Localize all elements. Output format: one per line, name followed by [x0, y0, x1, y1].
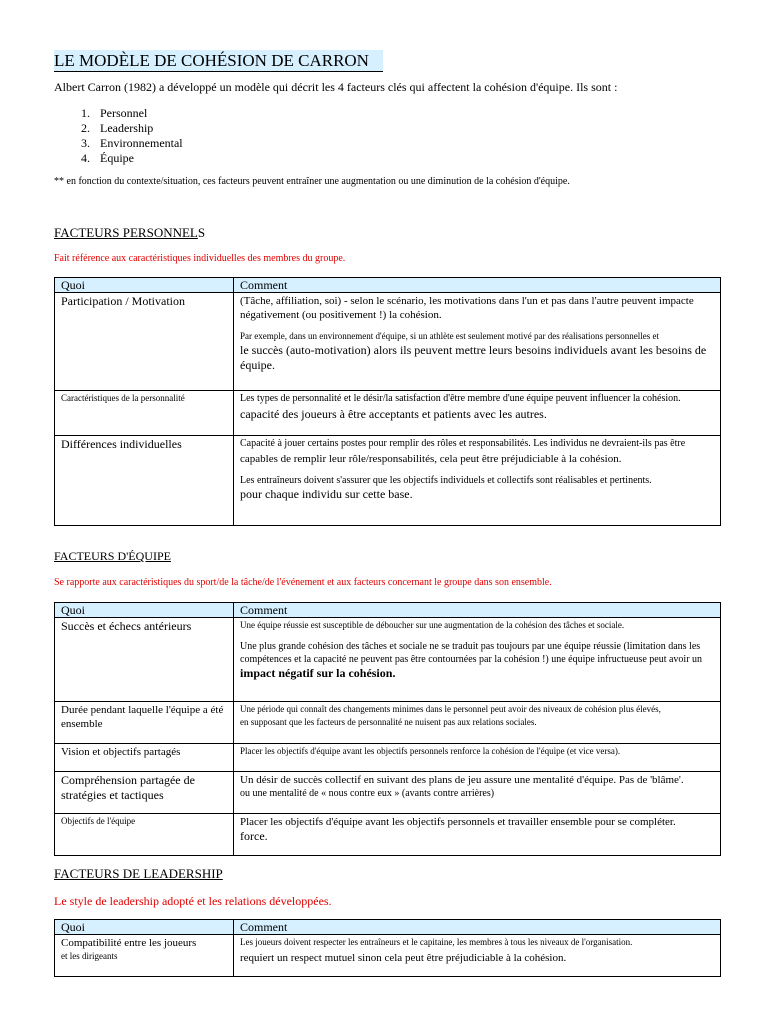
table-personal [54, 277, 721, 526]
cell-what: Succès et échecs antérieurs [55, 618, 234, 702]
table-row [55, 618, 721, 702]
table-header-row [55, 920, 721, 935]
section-subtitle-leadership: Le style de leadership adopté et les relations développées. [54, 894, 332, 908]
document-title: LE MODÈLE DE COHÉSION DE CARRON [54, 50, 383, 72]
column-header-what: Quoi [55, 603, 234, 618]
cell-what: Caractéristiques de la personnalité [55, 391, 234, 436]
table-leadership [54, 919, 721, 977]
column-header-comment: Comment [234, 920, 721, 935]
table-row [55, 744, 721, 772]
table-row [55, 293, 721, 391]
list-item: 1. Personnel [81, 106, 148, 120]
cell-what: Durée pendant laquelle l'équipe a été ensemble [55, 702, 234, 744]
column-header-comment: Comment [234, 278, 721, 293]
table-row [55, 391, 721, 436]
section-subtitle-team: Se rapporte aux caractéristiques du sport/de la tâche/de l'événement et aux facteurs concernant le groupe dans son ensemble. [54, 577, 552, 588]
cell-comment: Placer les objectifs d'équipe avant les objectifs personnels et travailler ensemble pour se compléter. force. [234, 814, 721, 856]
list-item: 3. Environnemental [81, 136, 183, 150]
section-subtitle-personal: Fait référence aux caractéristiques individuelles des membres du groupe. [54, 253, 346, 264]
list-item: 2. Leadership [81, 121, 154, 135]
cell-what: Objectifs de l'équipe [55, 814, 234, 856]
table-row [55, 814, 721, 856]
cell-comment: Capacité à jouer certains postes pour remplir des rôles et responsabilités. Les individus ne devraient-ils pas être capables de remplir leur rôle/responsabilités, cela peut être préjudiciable à la cohésion. Les entraîneurs doivent s'assurer que les objectifs individuels et collectifs sont réalisables et pertinents. pour chaque individu sur cette base. [234, 436, 721, 526]
table-header-row [55, 603, 721, 618]
cell-what: Participation / Motivation [55, 293, 234, 391]
factor-list [54, 106, 183, 166]
section-title-leadership: FACTEURS DE LEADERSHIP [54, 866, 223, 881]
cell-comment: Un désir de succès collectif en suivant des plans de jeu assure une mentalité d'équipe. Pas de 'blâme'. ou une mentalité de « nous contre eux » (avants contre arrières) [234, 772, 721, 814]
cell-what: Différences individuelles [55, 436, 234, 526]
cell-what: Compatibilité entre les joueurs et les dirigeants [55, 935, 234, 977]
list-item: 4. Équipe [81, 151, 134, 165]
table-row [55, 436, 721, 526]
column-header-comment: Comment [234, 603, 721, 618]
table-row [55, 935, 721, 977]
table-team [54, 602, 721, 856]
table-row [55, 702, 721, 744]
table-row [55, 772, 721, 814]
cell-comment: Une période qui connaît des changements minimes dans le personnel peut avoir des niveaux de cohésion plus élevés, en supposant que les facteurs de personnalité ne nuisent pas aux relations sociales. [234, 702, 721, 744]
cell-comment: (Tâche, affiliation, soi) - selon le scénario, les motivations dans l'un et pas dans l'autre peuvent impacte négativement (ou positivement !) la cohésion. Par exemple, dans un environnement d'équipe, si un athlète est seulement motivé par des réalisations personnelles et le succès (auto-motivation) alors ils peuvent mettre leurs besoins individuels avant les besoins de équipe. [234, 293, 721, 391]
section-title-personal: FACTEURS PERSONNELS [54, 225, 206, 240]
cell-comment: Les joueurs doivent respecter les entraîneurs et le capitaine, les membres à tous les niveaux de l'organisation. requiert un respect mutuel sinon cela peut être préjudiciable à la cohésion. [234, 935, 721, 977]
column-header-what: Quoi [55, 920, 234, 935]
intro-paragraph: Albert Carron (1982) a développé un modèle qui décrit les 4 facteurs clés qui affectent la cohésion d'équipe. Ils sont : [54, 80, 618, 94]
cell-comment: Les types de personnalité et le désir/la satisfaction d'être membre d'une équipe peuvent influencer la cohésion. capacité des joueurs à être acceptants et patients avec les autres. [234, 391, 721, 436]
table-header-row [55, 278, 721, 293]
cell-comment: Placer les objectifs d'équipe avant les objectifs personnels renforce la cohésion de l'équipe (et vice versa). [234, 744, 721, 772]
cell-what: Vision et objectifs partagés [55, 744, 234, 772]
cell-comment: Une équipe réussie est susceptible de déboucher sur une augmentation de la cohésion des tâches et sociale. Une plus grande cohésion des tâches et sociale ne se traduit pas toujours par une équipe réussie (limitation dans les compétences et la capacité ne peuvent pas être contournées par la cohésion !) une équipe infructueuse peut avoir un impact négatif sur la cohésion. [234, 618, 721, 702]
cell-what: Compréhension partagée de stratégies et tactiques [55, 772, 234, 814]
section-title-team: FACTEURS D'ÉQUIPE [54, 549, 171, 563]
context-note: ** en fonction du contexte/situation, ces facteurs peuvent entraîner une augmentation ou une diminution de la cohésion d'équipe. [54, 176, 570, 187]
column-header-what: Quoi [55, 278, 234, 293]
